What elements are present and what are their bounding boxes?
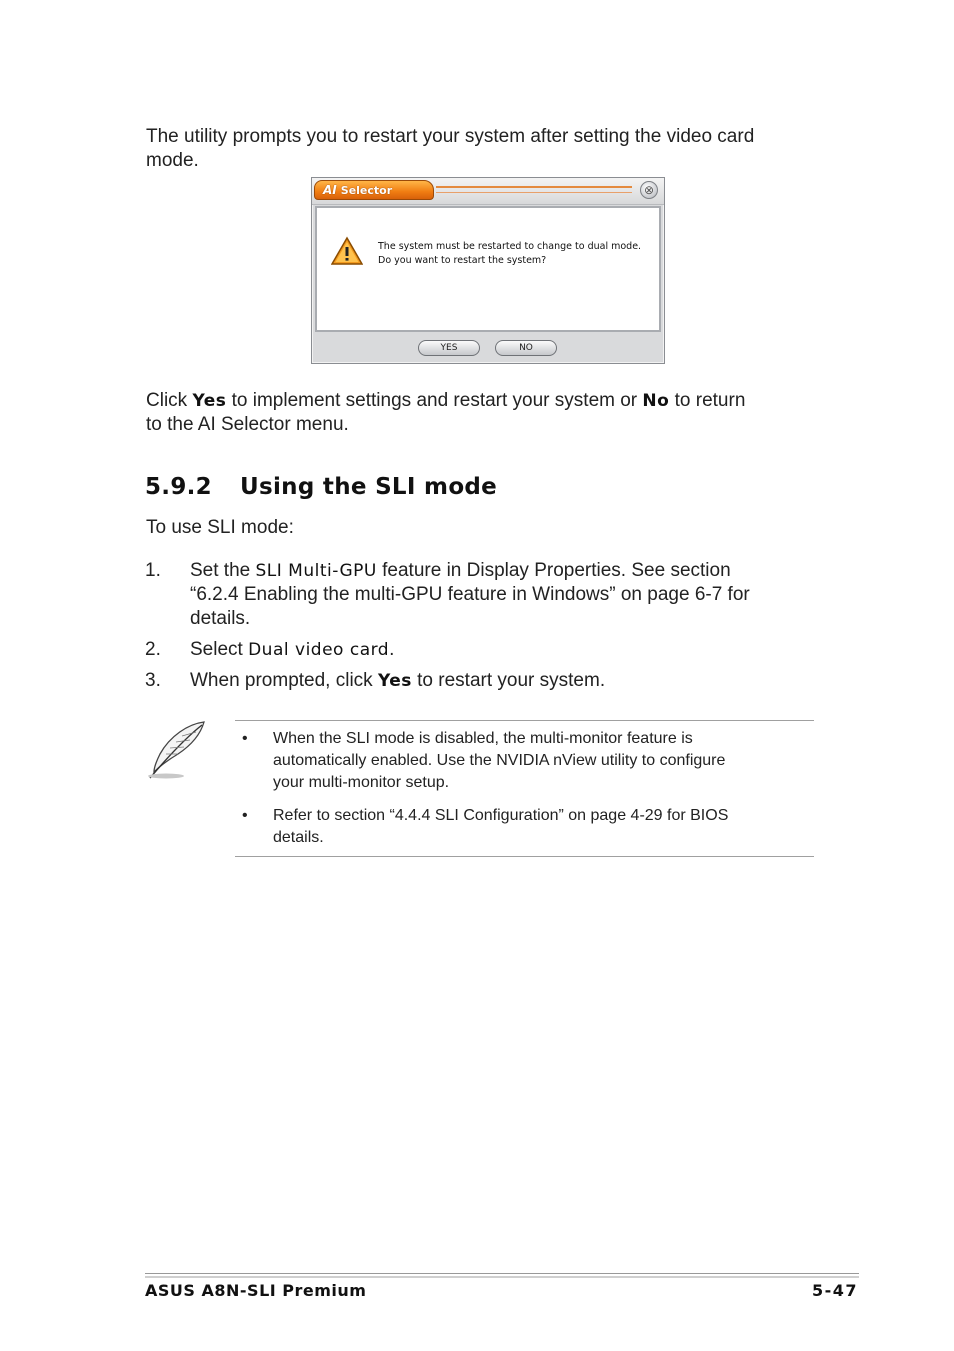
step-2	[190, 638, 800, 662]
step-1-number: 1.	[145, 560, 161, 581]
step-3-number: 3.	[145, 670, 161, 691]
click-instruction-line-2: to the AI Selector menu.	[146, 414, 349, 435]
ai-logo: AI	[323, 183, 337, 197]
step-2-keyword: Dual video card	[248, 640, 390, 660]
note-item-2-line-2: details.	[273, 829, 324, 846]
title-stripe	[436, 186, 632, 188]
note-bullet-1: •	[242, 730, 248, 747]
click-instruction-line-1	[146, 389, 745, 413]
click-text-1: Click	[146, 390, 193, 411]
dialog-message-line-1: The system must be restarted to change to dual mode.	[378, 241, 642, 252]
note-item-2-line-1: Refer to section “4.4.4 SLI Configuration” on page 4-29 for BIOS	[273, 807, 729, 824]
step-2-number: 2.	[145, 639, 161, 660]
feather-icon	[144, 718, 210, 784]
note-item-2	[273, 805, 803, 849]
title-stripe-thin	[436, 192, 632, 193]
no-keyword: No	[642, 391, 670, 411]
dialog-message-line-2: Do you want to restart the system?	[378, 255, 547, 266]
click-text-2: to implement settings and restart your system or	[226, 390, 643, 411]
step-3-text-a: When prompted, click	[190, 670, 378, 691]
step-3	[190, 669, 800, 693]
click-text-3: to return	[669, 390, 746, 411]
footer-page-number: 5-47	[811, 1281, 858, 1300]
step-1-text-a: Set the	[190, 560, 256, 581]
step-2-text-a: Select	[190, 639, 249, 660]
note-item-1-line-2: automatically enabled. Use the NVIDIA nView utility to configure	[273, 752, 726, 769]
no-button[interactable]: NO	[495, 340, 557, 356]
note-bottom-rule	[235, 856, 814, 857]
dialog-body	[315, 206, 661, 332]
footer-product-name: ASUS A8N-SLI Premium	[145, 1281, 367, 1300]
step-1-line-2: “6.2.4 Enabling the multi-GPU feature in Windows” on page 6-7 for	[190, 584, 750, 605]
note-item-1-line-3: your multi-monitor setup.	[273, 774, 450, 791]
yes-keyword: Yes	[192, 391, 227, 411]
warning-icon	[331, 236, 363, 266]
step-1-text-b: feature in Display Properties. See section	[376, 560, 731, 581]
use-sli-intro: To use SLI mode:	[146, 517, 294, 538]
step-2-text-b: .	[389, 639, 395, 660]
note-top-rule	[235, 720, 814, 721]
dialog-message	[378, 240, 641, 268]
ai-selector-dialog	[311, 177, 665, 364]
intro-line-1: The utility prompts you to restart your system after setting the video card	[146, 126, 755, 147]
step-1-line-3: details.	[190, 608, 251, 629]
yes-button[interactable]: YES	[418, 340, 480, 356]
step-1-keyword: SLI Multi-GPU	[255, 561, 377, 581]
dialog-title: Selector	[340, 183, 393, 197]
intro-line-2: mode.	[146, 150, 199, 171]
note-item-1	[273, 728, 803, 794]
footer-rule-shadow	[145, 1276, 859, 1278]
dialog-titlebar	[312, 178, 664, 205]
section-title: Using the SLI mode	[240, 474, 498, 500]
step-3-text-b: to restart your system.	[411, 670, 606, 691]
note-item-1-line-1: When the SLI mode is disabled, the multi-monitor feature is	[273, 730, 693, 747]
step-3-keyword: Yes	[377, 671, 412, 691]
close-icon[interactable]: ⊗	[640, 181, 658, 199]
step-1	[190, 559, 800, 631]
section-heading	[145, 474, 497, 500]
step-1-line-1	[190, 559, 800, 583]
dialog-title-tab	[314, 180, 434, 200]
footer-rule	[145, 1273, 859, 1274]
note-bullet-2: •	[242, 807, 248, 824]
section-number: 5.9.2	[145, 474, 212, 500]
